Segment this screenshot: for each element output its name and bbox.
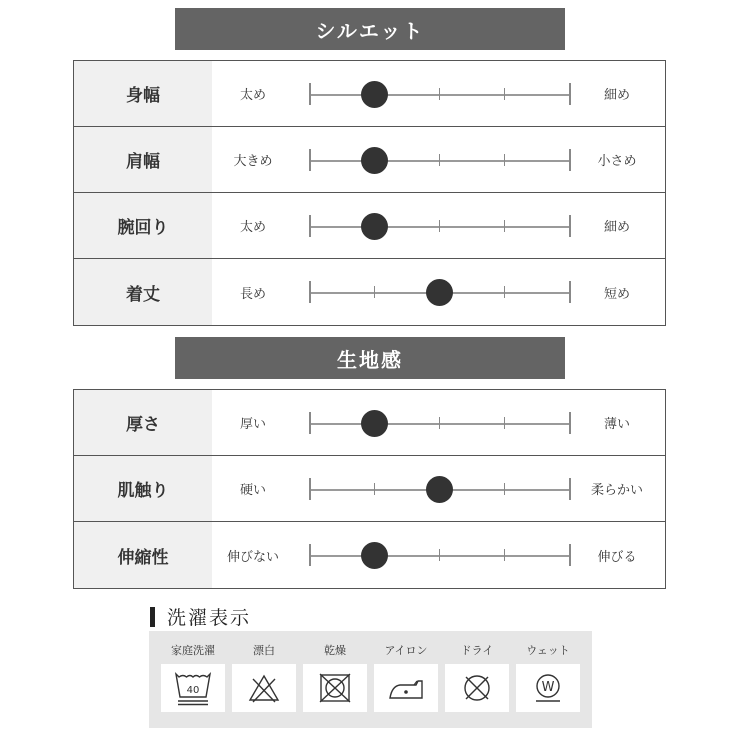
scale-track — [309, 390, 569, 455]
table-row — [74, 390, 665, 456]
scale-track — [309, 127, 569, 192]
no-bleach-icon — [232, 664, 296, 712]
care-heading — [150, 603, 251, 630]
care-label: ウェット — [526, 644, 570, 657]
scale-marker — [361, 147, 388, 174]
row-label: 腕回り — [74, 193, 212, 258]
scale-tick — [309, 412, 311, 434]
scale-track — [309, 522, 569, 588]
scale-track — [309, 61, 569, 126]
care-title: 洗濯表示 — [167, 607, 252, 629]
care-item — [516, 631, 580, 728]
scale-right-text: 細め — [603, 220, 630, 235]
wet-letter: W — [541, 680, 555, 695]
scale-track — [309, 193, 569, 258]
row-label: 肩幅 — [74, 127, 212, 192]
care-label: 乾燥 — [324, 644, 346, 657]
scale-tick — [504, 286, 505, 298]
care-item — [232, 631, 296, 728]
care-symbols-panel — [149, 631, 592, 728]
iron-icon — [374, 664, 438, 712]
scale-marker — [361, 410, 388, 437]
scale-tick — [504, 88, 505, 100]
scale-left-text: 伸びない — [226, 549, 279, 565]
scale-cell — [212, 456, 665, 521]
scale-tick — [439, 417, 440, 429]
care-item — [303, 631, 367, 728]
heading-bar — [150, 607, 155, 627]
scale-cell — [212, 390, 665, 455]
scale-tick — [504, 549, 505, 561]
table-row — [74, 259, 665, 325]
silhouette-table — [73, 60, 666, 326]
table-row — [74, 193, 665, 259]
scale-cell — [212, 522, 665, 588]
scale-left-text: 硬い — [239, 483, 266, 498]
scale-tick — [439, 220, 440, 232]
scale-tick — [374, 483, 375, 495]
scale-right-text: 細め — [603, 88, 630, 103]
scale-tick — [439, 88, 440, 100]
scale-cell — [212, 127, 665, 192]
section-title-silhouette: シルエット — [175, 8, 565, 50]
row-label: 肌触り — [74, 456, 212, 521]
care-item — [374, 631, 438, 728]
row-label: 着丈 — [74, 259, 212, 325]
care-label: 漂白 — [253, 644, 275, 657]
row-label: 厚さ — [74, 390, 212, 455]
section-title-fabric: 生地感 — [175, 337, 565, 379]
scale-tick — [309, 544, 311, 566]
scale-right-text: 薄い — [603, 417, 630, 432]
scale-cell — [212, 193, 665, 258]
fabric-table — [73, 389, 666, 589]
table-row — [74, 456, 665, 522]
scale-right-text: 柔らかい — [590, 483, 643, 498]
scale-marker — [426, 279, 453, 306]
scale-right-text: 短め — [603, 286, 630, 302]
scale-left-text: 厚い — [239, 417, 266, 432]
scale-left-text: 長め — [239, 286, 266, 302]
care-label: ドライ — [460, 644, 494, 657]
scale-tick — [504, 220, 505, 232]
scale-left-text: 太め — [239, 88, 266, 103]
scale-tick — [504, 483, 505, 495]
table-row — [74, 127, 665, 193]
scale-tick — [374, 286, 375, 298]
care-item — [161, 631, 225, 728]
scale-left-text: 太め — [239, 220, 266, 235]
table-row — [74, 61, 665, 127]
scale-cell — [212, 259, 665, 325]
scale-marker — [361, 213, 388, 240]
no-dry-clean-icon — [445, 664, 509, 712]
scale-tick — [504, 154, 505, 166]
wet-clean-w-icon — [516, 664, 580, 712]
scale-tick — [309, 215, 311, 237]
table-row — [74, 522, 665, 588]
wash-temp: 40 — [186, 685, 200, 696]
scale-marker — [361, 81, 388, 108]
scale-tick — [309, 478, 311, 500]
wash-tub-40-icon — [161, 664, 225, 712]
scale-marker — [361, 542, 388, 569]
row-label: 身幅 — [74, 61, 212, 126]
scale-tick — [309, 83, 311, 105]
scale-left-text: 大きめ — [233, 154, 273, 169]
scale-track — [309, 259, 569, 325]
care-label: 家庭洗濯 — [171, 644, 215, 657]
scale-track — [309, 456, 569, 521]
scale-tick — [439, 154, 440, 166]
scale-right-text: 小さめ — [597, 154, 637, 169]
scale-tick — [439, 549, 440, 561]
scale-right-text: 伸びる — [597, 549, 637, 565]
scale-tick — [309, 149, 311, 171]
care-label: アイロン — [384, 644, 428, 657]
scale-marker — [426, 476, 453, 503]
no-tumble-dry-icon — [303, 664, 367, 712]
care-item — [445, 631, 509, 728]
row-label: 伸縮性 — [74, 522, 212, 588]
scale-tick — [504, 417, 505, 429]
scale-tick — [309, 281, 311, 303]
scale-cell — [212, 61, 665, 126]
